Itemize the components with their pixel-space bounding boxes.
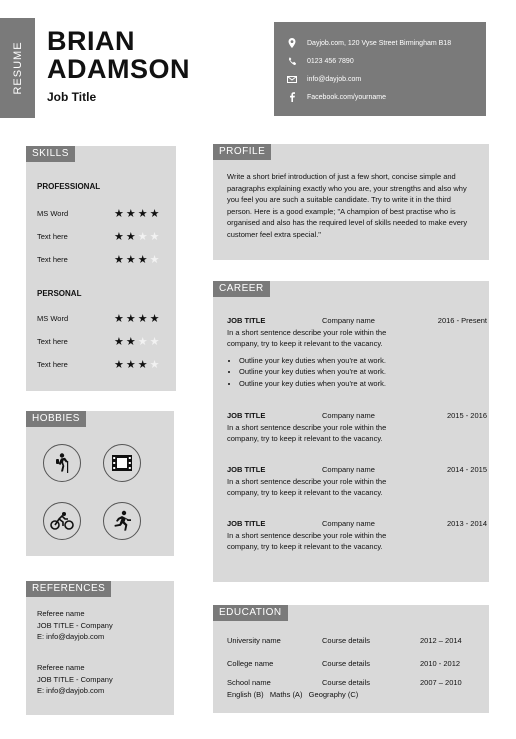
education-row	[227, 658, 477, 670]
location-pin-icon	[286, 38, 298, 48]
career-company: Company name	[322, 411, 375, 420]
career-title: CAREER	[213, 281, 270, 297]
professional-heading: PROFESSIONAL	[37, 182, 101, 191]
education-title: EDUCATION	[213, 605, 288, 621]
referee-name: Referee name	[37, 663, 85, 672]
facebook-icon	[286, 92, 298, 102]
education-course: Course details	[322, 636, 370, 645]
contact-box	[274, 22, 486, 116]
star-filled-icon: ★	[137, 254, 150, 266]
career-dates: 2013 - 2014	[446, 519, 487, 528]
career-dates: 2016 - Present	[437, 316, 487, 325]
film-icon	[103, 444, 141, 482]
last-name: ADAMSON	[47, 54, 190, 84]
career-description: In a short sentence describe your role within the company, try to keep it relevant to the vacancy.	[227, 476, 387, 497]
career-company: Company name	[322, 465, 375, 474]
profile-text: Write a short brief introduction of just a few short, concise simple and paragraphs explaining exactly who you are, your strengths and also why you feel you are such a suitable candidate. Try to write it in the third person. Here is a good example; "A champion of best practise who is organised and also has the required level of skills needed to make every customer feel extra special."	[227, 172, 468, 239]
career-entry-3	[227, 464, 487, 499]
star-filled-icon: ★	[114, 313, 126, 325]
career-job-title: JOB TITLE	[227, 465, 266, 474]
skill-label: Text here	[37, 337, 68, 346]
contact-phone: 0123 456 7890	[307, 57, 354, 65]
career-duty: • Outline your key duties when you're at work.	[239, 355, 477, 367]
career-description: In a short sentence describe your role within the company, try to keep it relevant to the vacancy.	[227, 422, 387, 443]
education-course: Course details	[322, 659, 370, 668]
contact-email: info@dayjob.com	[307, 75, 362, 83]
education-panel	[213, 605, 489, 713]
star-filled-icon: ★	[125, 231, 138, 243]
skill-rating-stars	[114, 207, 162, 220]
first-name: BRIAN	[47, 26, 135, 56]
contact-address-row	[286, 38, 451, 48]
candidate-name	[47, 27, 190, 83]
star-empty-icon: ★	[149, 359, 162, 371]
education-course: Course details	[322, 678, 370, 687]
career-dates: 2014 - 2015	[446, 465, 487, 474]
job-title: Job Title	[47, 90, 97, 104]
star-filled-icon: ★	[125, 336, 138, 348]
education-row	[227, 677, 477, 689]
star-filled-icon: ★	[125, 254, 138, 266]
referee-role: JOB TITLE - Company	[37, 674, 113, 684]
star-filled-icon: ★	[137, 208, 150, 220]
education-dates: 2007 – 2010	[420, 678, 462, 687]
career-panel	[213, 281, 489, 582]
career-job-title: JOB TITLE	[227, 519, 266, 528]
skill-rating-stars	[114, 230, 162, 243]
star-empty-icon: ★	[137, 336, 150, 348]
career-job-title: JOB TITLE	[227, 316, 266, 325]
phone-icon	[286, 56, 298, 66]
referee-email: E: info@dayjob.com	[37, 686, 105, 695]
star-filled-icon: ★	[114, 231, 126, 243]
skills-panel	[26, 146, 176, 391]
cycling-icon	[43, 502, 81, 540]
star-filled-icon: ★	[137, 359, 150, 371]
star-empty-icon: ★	[149, 336, 162, 348]
education-school: School name	[227, 678, 271, 687]
career-entry-1	[227, 315, 487, 389]
skill-label: Text here	[37, 360, 68, 369]
running-icon	[103, 502, 141, 540]
contact-email-row	[286, 74, 361, 84]
resume-label: RESUME	[11, 41, 24, 95]
referee-role: JOB TITLE - Company	[37, 620, 113, 630]
envelope-icon	[286, 74, 298, 84]
skill-rating-stars	[114, 335, 162, 348]
star-filled-icon: ★	[125, 313, 138, 325]
profile-panel	[213, 144, 489, 260]
contact-address: Dayjob.com, 120 Vyse Street Birmingham B18	[307, 39, 452, 47]
star-empty-icon: ★	[137, 231, 150, 243]
resume-tab	[0, 18, 35, 118]
education-dates: 2012 – 2014	[420, 636, 462, 645]
referee-name: Referee name	[37, 609, 85, 618]
star-empty-icon: ★	[149, 254, 162, 266]
contact-facebook: Facebook.com/yourname	[307, 93, 386, 101]
star-filled-icon: ★	[114, 208, 126, 220]
skill-rating-stars	[114, 358, 162, 371]
star-filled-icon: ★	[114, 359, 126, 371]
education-school: College name	[227, 659, 274, 668]
skill-rating-stars	[114, 253, 162, 266]
skill-label: Text here	[37, 232, 68, 241]
star-empty-icon: ★	[149, 231, 162, 243]
contact-facebook-row	[286, 92, 386, 102]
career-entry-2	[227, 410, 487, 445]
career-company: Company name	[322, 316, 375, 325]
career-dates: 2015 - 2016	[446, 411, 487, 420]
reference-2	[37, 662, 113, 697]
star-filled-icon: ★	[137, 313, 150, 325]
skill-rating-stars	[114, 312, 162, 325]
personal-heading: PERSONAL	[37, 289, 82, 298]
career-description: In a short sentence describe your role within the company, try to keep it relevant to the vacancy.	[227, 327, 387, 348]
career-company: Company name	[322, 519, 375, 528]
career-description: In a short sentence describe your role within the company, try to keep it relevant to the vacancy.	[227, 530, 387, 551]
education-school: University name	[227, 636, 281, 645]
reference-1	[37, 608, 113, 643]
career-entry-4	[227, 518, 487, 553]
star-filled-icon: ★	[149, 208, 162, 220]
star-filled-icon: ★	[125, 208, 138, 220]
skill-label: MS Word	[37, 314, 69, 323]
hiking-icon	[43, 444, 81, 482]
career-duties-list	[227, 355, 477, 390]
skill-label: MS Word	[37, 209, 69, 218]
education-dates: 2010 - 2012	[420, 659, 461, 668]
references-title: REFERENCES	[26, 581, 111, 597]
hobbies-panel	[26, 411, 174, 556]
referee-email: E: info@dayjob.com	[37, 632, 105, 641]
star-filled-icon: ★	[149, 313, 162, 325]
skills-title: SKILLS	[26, 146, 75, 162]
references-panel	[26, 581, 174, 715]
career-job-title: JOB TITLE	[227, 411, 266, 420]
career-duty: • Outline your key duties when you're at work.	[239, 366, 477, 378]
star-filled-icon: ★	[114, 336, 126, 348]
career-duty: • Outline your key duties when you're at work.	[239, 378, 477, 390]
education-subjects: English (B) Maths (A) Geography (C)	[227, 690, 359, 699]
education-row	[227, 635, 477, 647]
profile-title: PROFILE	[213, 144, 271, 160]
star-filled-icon: ★	[114, 254, 126, 266]
hobbies-title: HOBBIES	[26, 411, 86, 427]
contact-phone-row	[286, 56, 354, 66]
skill-label: Text here	[37, 255, 68, 264]
star-filled-icon: ★	[125, 359, 138, 371]
